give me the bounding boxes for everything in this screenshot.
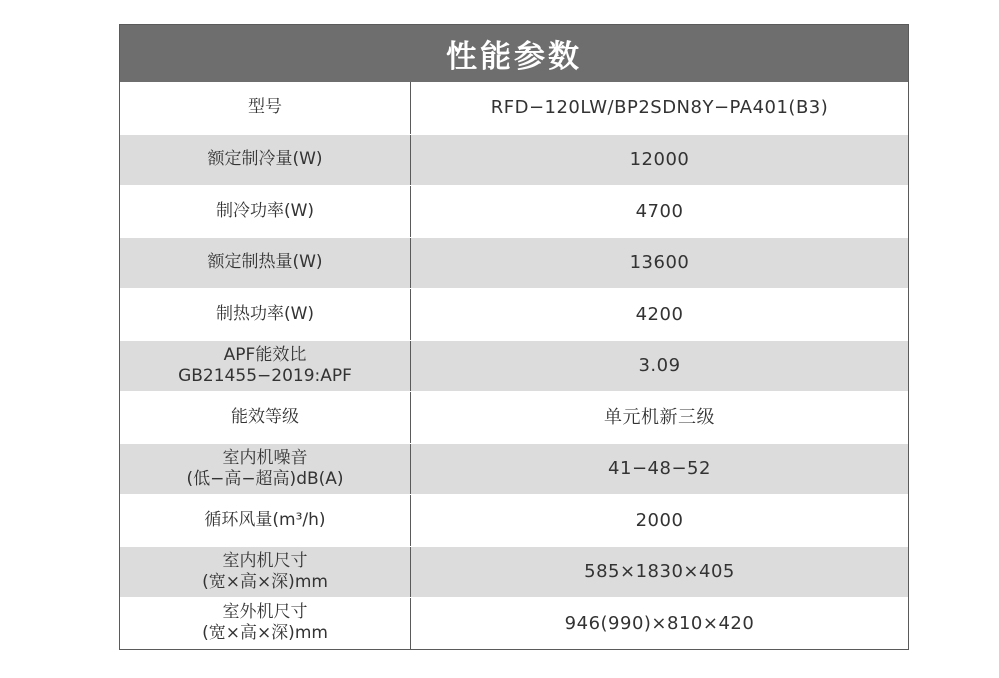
row-value: 585×1830×405 xyxy=(584,561,735,583)
table-row xyxy=(120,546,908,598)
row-value: 41−48−52 xyxy=(608,458,711,480)
row-value: 946(990)×810×420 xyxy=(564,612,755,634)
table-row xyxy=(120,597,908,649)
table-row xyxy=(120,237,908,289)
table-title: 性能参数 xyxy=(120,25,908,82)
row-label: 制冷功率(W) xyxy=(215,200,315,221)
row-label: 额定制冷量(W) xyxy=(207,149,323,170)
row-label: 室内机噪音 xyxy=(222,447,308,468)
row-label: 型号 xyxy=(248,97,282,118)
row-value-cell xyxy=(411,289,908,340)
row-label: 室外机尺寸 xyxy=(222,602,308,623)
row-label: 室内机尺寸 xyxy=(222,550,308,571)
row-value-cell xyxy=(411,598,908,649)
row-label: 循环风量(m³/h) xyxy=(204,509,326,530)
table-row xyxy=(120,443,908,495)
row-label-line2: GB21455−2019:APF xyxy=(178,365,352,386)
row-value-cell xyxy=(411,186,908,237)
row-value-cell xyxy=(411,547,908,598)
row-value: 2000 xyxy=(635,509,684,531)
row-label-cell xyxy=(120,341,411,392)
row-value-cell xyxy=(411,392,908,443)
row-label-line2: (低−高−超高)dB(A) xyxy=(186,468,344,489)
table-row xyxy=(120,494,908,546)
row-label: 额定制热量(W) xyxy=(207,252,323,273)
row-value-cell xyxy=(411,495,908,546)
row-label-line2: (宽×高×深)mm xyxy=(202,571,328,592)
row-label-cell xyxy=(120,186,411,237)
row-value: 4700 xyxy=(635,200,684,222)
table-row xyxy=(120,340,908,392)
row-value-cell xyxy=(411,341,908,392)
row-label-cell xyxy=(120,392,411,443)
row-value: 单元机新三级 xyxy=(604,406,715,428)
spec-table xyxy=(119,24,909,650)
table-row xyxy=(120,134,908,186)
row-label-cell xyxy=(120,598,411,649)
row-label: 能效等级 xyxy=(231,406,299,427)
table-row xyxy=(120,82,908,134)
row-label-line2: (宽×高×深)mm xyxy=(202,623,328,644)
row-value-cell xyxy=(411,444,908,495)
row-value: RFD−120LW/BP2SDN8Y−PA401(B3) xyxy=(490,97,829,119)
row-label-cell xyxy=(120,289,411,340)
row-label-cell xyxy=(120,82,411,134)
row-value-cell xyxy=(411,82,908,134)
row-label: APF能效比 xyxy=(223,344,307,365)
row-value: 13600 xyxy=(629,252,690,274)
row-value: 3.09 xyxy=(638,355,681,377)
row-label-cell xyxy=(120,495,411,546)
row-label-cell xyxy=(120,238,411,289)
row-value-cell xyxy=(411,238,908,289)
table-row xyxy=(120,288,908,340)
row-value: 4200 xyxy=(635,303,684,325)
row-label-cell xyxy=(120,135,411,186)
row-label-cell xyxy=(120,444,411,495)
table-row xyxy=(120,391,908,443)
row-label: 制热功率(W) xyxy=(215,303,315,324)
row-label-cell xyxy=(120,547,411,598)
row-value: 12000 xyxy=(629,149,690,171)
table-row xyxy=(120,185,908,237)
table-body xyxy=(120,82,908,649)
row-value-cell xyxy=(411,135,908,186)
